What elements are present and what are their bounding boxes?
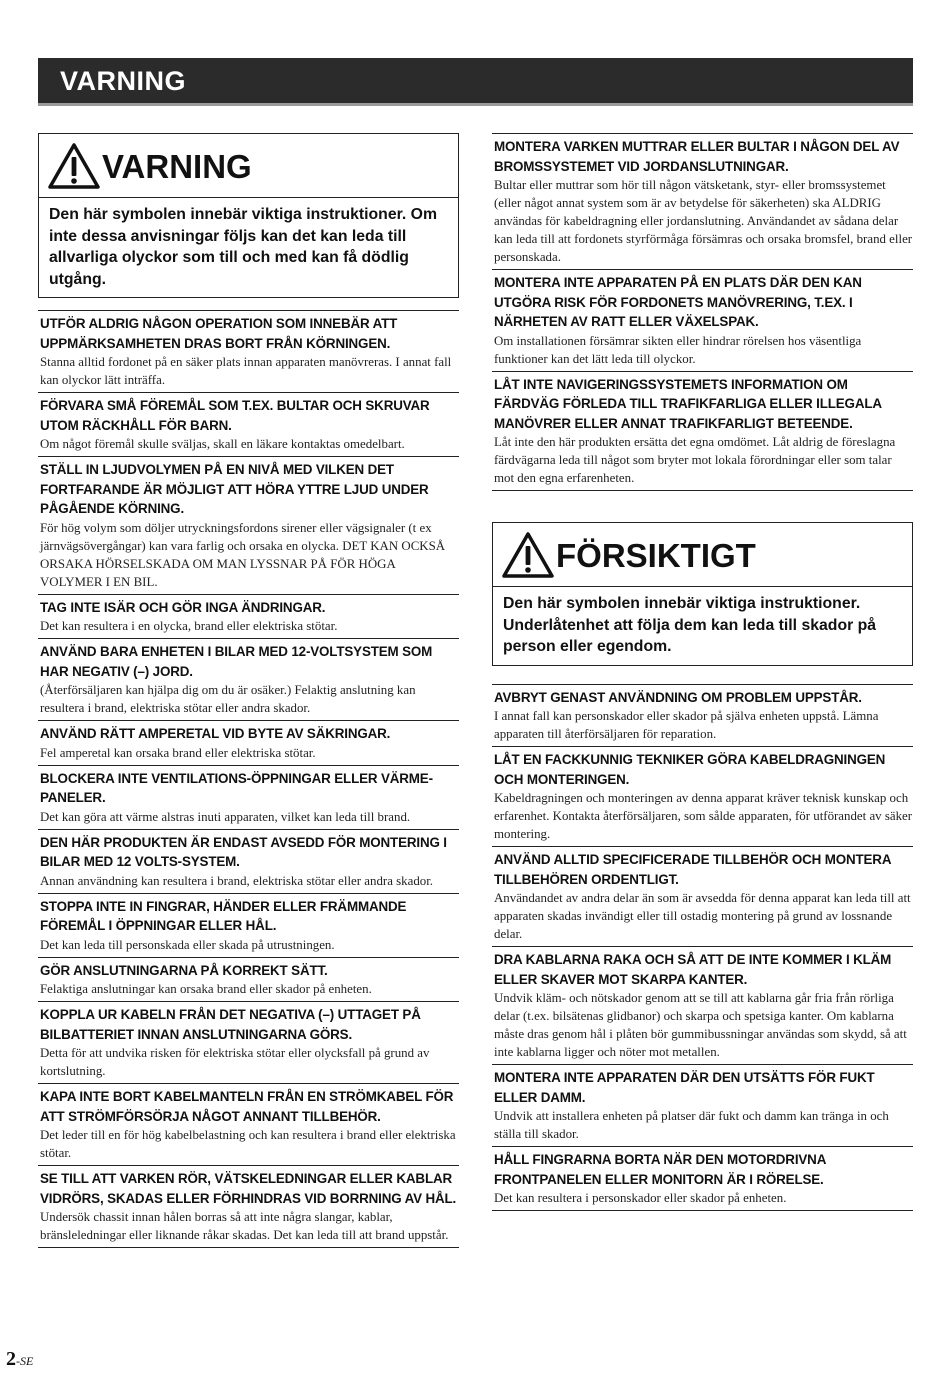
warning-item: [38, 829, 459, 893]
section-header-title: VARNING: [60, 66, 187, 96]
caution-box: [492, 522, 913, 666]
item-heading: MONTERA INTE APPARATEN PÅ EN PLATS DÄR DEN KAN UTGÖRA RISK FÖR FORDONETS MANÖVRERING, T.EX. I NÄRHETEN AV RATT ELLER VÄXELSPAK.: [494, 275, 862, 329]
warning-item: [38, 594, 459, 639]
warning-item: [38, 392, 459, 456]
item-heading: UTFÖR ALDRIG NÅGON OPERATION SOM INNEBÄR ATT UPPMÄRKSAMHETEN DRAS BORT FRÅN KÖRNINGEN.: [40, 316, 398, 351]
warning-item: [492, 371, 913, 492]
item-text: Om installationen försämrar sikten eller hindrar rörelsen hos väsentliga funktioner kan det lätt leda till olyckor.: [494, 333, 862, 366]
warning-item-list: [38, 310, 459, 1248]
warning-item: [38, 310, 459, 392]
caution-box-title-row: [493, 523, 912, 587]
item-text: Det kan göra att värme alstras inuti apparaten, vilket kan leda till brand.: [40, 809, 411, 824]
warning-item: [38, 957, 459, 1002]
item-heading: LÅT EN FACKKUNNIG TEKNIKER GÖRA KABELDRAGNINGEN OCH MONTERINGEN.: [494, 752, 886, 787]
caution-item: [492, 746, 913, 846]
warning-item: [38, 1083, 459, 1165]
warning-triangle-icon: [47, 142, 101, 190]
warning-box-title: VARNING: [102, 148, 252, 185]
warning-item: [38, 638, 459, 720]
item-text: Undersök chassit innan hålen borras så att inte några slangar, kablar, bränsleledningar eller liknande råkar skadas. Det kan leda till att brand uppstår.: [40, 1210, 449, 1242]
item-text: Annan användning kan resultera i brand, elektriska stötar eller andra skador.: [40, 873, 434, 888]
item-heading: KOPPLA UR KABELN FRÅN DET NEGATIVA (–) UTTAGET PÅ BILBATTERIET INNAN ANSLUTNINGARNA GÖRS.: [40, 1007, 421, 1042]
item-heading: GÖR ANSLUTNINGARNA PÅ KORREKT SÄTT.: [40, 962, 328, 978]
item-text: (Återförsäljaren kan hjälpa dig om du är osäker.) Felaktig anslutning kan resultera i brand, elektriska stötar eller andra skador.: [40, 683, 416, 715]
caution-item: [492, 846, 913, 946]
warning-box-description: Den här symbolen innebär viktiga instruktioner. Om inte dessa anvisningar följs kan det kan leda till allvarliga olyckor som till och med kan få dödlig utgång.: [49, 206, 437, 288]
item-text: Kabeldragningen och monteringen av denna apparat kräver teknisk kunskap och erfarenhet. Kontakta återförsäljaren, som sålde apparaten, för utförandet av säker montering.: [494, 791, 913, 841]
item-heading: KAPA INTE BORT KABELMANTELN FRÅN EN STRÖMKABEL FÖR ATT STRÖMFÖRSÖRJA NÅGOT ANNANT TILLBEHÖR.: [40, 1089, 454, 1124]
warning-box: [38, 133, 459, 298]
item-text: Om något föremål skulle sväljas, skall en läkare kontaktas omedelbart.: [40, 437, 405, 451]
caution-item: [492, 1064, 913, 1146]
warning-item: [492, 133, 913, 269]
item-heading: ANVÄND RÄTT AMPERETAL VID BYTE AV SÄKRINGAR.: [40, 726, 391, 741]
item-heading: STOPPA INTE IN FINGRAR, HÄNDER ELLER FRÄMMANDE FÖREMÅL I ÖPPNINGAR ELLER HÅL.: [40, 898, 407, 933]
warning-box-title-row: [39, 134, 458, 198]
warning-item: [38, 1165, 459, 1248]
item-text: Det kan leda till personskada eller skada på utrustningen.: [40, 937, 335, 952]
caution-box-title: FÖRSIKTIGT: [556, 537, 756, 574]
item-text: Bultar eller muttrar som hör till någon vätsketank, styr- eller bromssystemet (eller något annat system som är av betydelse för säkerheten) ska ALDRIG användas för kabeldragning eller jordanslutning. Användandet av sådana delar kan leda till att fordonets styrförmåga försämras och orsaka bromsfel, brand eller personskada.: [494, 178, 913, 264]
caution-item: [492, 946, 913, 1064]
item-text: I annat fall kan personskador eller skador på själva enheten uppstå. Lämna apparaten till återförsäljaren för reparation.: [494, 709, 879, 741]
warning-triangle-icon: [501, 531, 555, 579]
item-heading: ANVÄND ALLTID SPECIFICERADE TILLBEHÖR OCH MONTERA TILLBEHÖREN ORDENTLIGT.: [494, 852, 891, 887]
item-heading: FÖRVARA SMÅ FÖREMÅL SOM T.EX. BULTAR OCH SKRUVAR UTOM RÄCKHÅLL FÖR BARN.: [40, 398, 430, 433]
item-heading: MONTERA VARKEN MUTTRAR ELLER BULTAR I NÅGON DEL AV BROMSSYSTEMET VID JORDANSLUTNINGAR.: [494, 139, 900, 174]
item-text: Undvik kläm- och nötskador genom att se till att kablarna går fria från rörliga delar (t.ex. bilsätenas glidbanor) och skarpa och spetsiga kanter. Om kablarna måste dras genom hål i plåten bör gummibussningar användas som skydd, så att inte kablarna ligger och nöter mot metallen.: [494, 991, 907, 1059]
item-heading: DEN HÄR PRODUKTEN ÄR ENDAST AVSEDD FÖR MONTERING I BILAR MED 12 VOLTS-SYSTEM.: [40, 834, 447, 869]
item-heading: SE TILL ATT VARKEN RÖR, VÄTSKELEDNINGAR ELLER KABLAR VIDRÖRS, SKADAS ELLER FÖRHINDRAS VID BORRNING AV HÅL.: [40, 1171, 457, 1206]
caution-box-wrapper: [492, 522, 913, 666]
page-number: [6, 1348, 33, 1371]
caution-item-list: [492, 684, 913, 1212]
item-text: Undvik att installera enheten på platser där fukt och damm kan tränga in och ställa till skador.: [494, 1109, 889, 1141]
warning-item: [38, 456, 459, 594]
page-number-value: 2: [6, 1348, 16, 1370]
item-heading: MONTERA INTE APPARATEN DÄR DEN UTSÄTTS FÖR FUKT ELLER DAMM.: [494, 1070, 875, 1105]
item-text: Det kan resultera i personskador eller skador på enheten.: [494, 1191, 787, 1205]
caution-item: [492, 684, 913, 747]
caution-item: [492, 1146, 913, 1211]
item-text: För hög volym som döljer utryckningsfordons sirener eller vägsignaler (t ex järnvägsövergångar) kan vara farlig och orsaka en olycka. DET KAN OCKSÅ ORSAKA HÖRSELSKADA OM MAN LYSSNAR PÅ FÖR HÖGA VOLYMER I EN BIL.: [40, 520, 446, 589]
item-text: Användandet av andra delar än som är avsedda för denna apparat kan leda till att apparaten skadas invändigt eller till ostadig montering på grund av lossnande delar.: [494, 891, 911, 941]
item-text: Fel amperetal kan orsaka brand eller elektriska stötar.: [40, 745, 316, 760]
warning-item: [38, 720, 459, 765]
item-text: Felaktiga anslutningar kan orsaka brand eller skador på enheten.: [40, 982, 372, 996]
item-text: Stanna alltid fordonet på en säker plats innan apparaten manövreras. I annat fall kan olyckor lätt inträffa.: [40, 355, 452, 387]
item-text: Det leder till en för hög kabelbelastning och kan resultera i brand eller elektriska stötar.: [40, 1128, 456, 1160]
right-column: [492, 133, 913, 1211]
warning-item-list-continued: [492, 133, 913, 491]
warning-item: [38, 1001, 459, 1083]
item-heading: AVBRYT GENAST ANVÄNDNING OM PROBLEM UPPSTÅR.: [494, 689, 862, 705]
item-heading: ANVÄND BARA ENHETEN I BILAR MED 12-VOLTSYSTEM SOM HAR NEGATIV (–) JORD.: [40, 644, 433, 679]
item-text: Låt inte den här produkten ersätta det egna omdömet. Låt aldrig de föreslagna färdvägarna leda till något som bryter mot lokala förordningar eller som talar mot den egna erfarenheten.: [494, 435, 896, 485]
item-heading: HÅLL FINGRARNA BORTA NÄR DEN MOTORDRIVNA FRONTPANELEN ELLER MONITORN ÄR I RÖRELSE.: [494, 1152, 826, 1187]
item-text: Detta för att undvika risken för elektriska stötar eller olycksfall på grund av kortslutning.: [40, 1046, 430, 1078]
section-header: [38, 58, 913, 106]
item-heading: BLOCKERA INTE VENTILATIONS-ÖPPNINGAR ELLER VÄRME-PANELER.: [40, 770, 433, 805]
caution-box-description: Den här symbolen innebär viktiga instruktioner. Underlåtenhet att följa dem kan leda till skador på person eller egendom.: [503, 595, 877, 655]
item-heading: DRA KABLARNA RAKA OCH SÅ ATT DE INTE KOMMER I KLÄM ELLER SKAVER MOT SKARPA KANTER.: [494, 952, 892, 987]
warning-item: [38, 893, 459, 957]
item-text: Det kan resultera i en olycka, brand eller elektriska stötar.: [40, 619, 338, 633]
item-heading: STÄLL IN LJUDVOLYMEN PÅ EN NIVÅ MED VILKEN DET FORTFARANDE ÄR MÖJLIGT ATT HÖRA YTTRE LJUD UNDER PÅGÅENDE KÖRNING.: [40, 462, 429, 516]
item-heading: TAG INTE ISÄR OCH GÖR INGA ÄNDRINGAR.: [40, 599, 326, 615]
warning-item: [38, 765, 459, 829]
item-heading: LÅT INTE NAVIGERINGSSYSTEMETS INFORMATION OM FÄRDVÄG FÖRLEDA TILL TRAFIKFARLIGA ELLER ILLEGALA MANÖVRER ELLER ANNAT TRAFIKFARLIGT BETEENDE.: [494, 376, 882, 431]
left-column: [38, 133, 459, 1248]
page-number-suffix: -SE: [16, 1354, 34, 1368]
warning-item: [492, 269, 913, 371]
